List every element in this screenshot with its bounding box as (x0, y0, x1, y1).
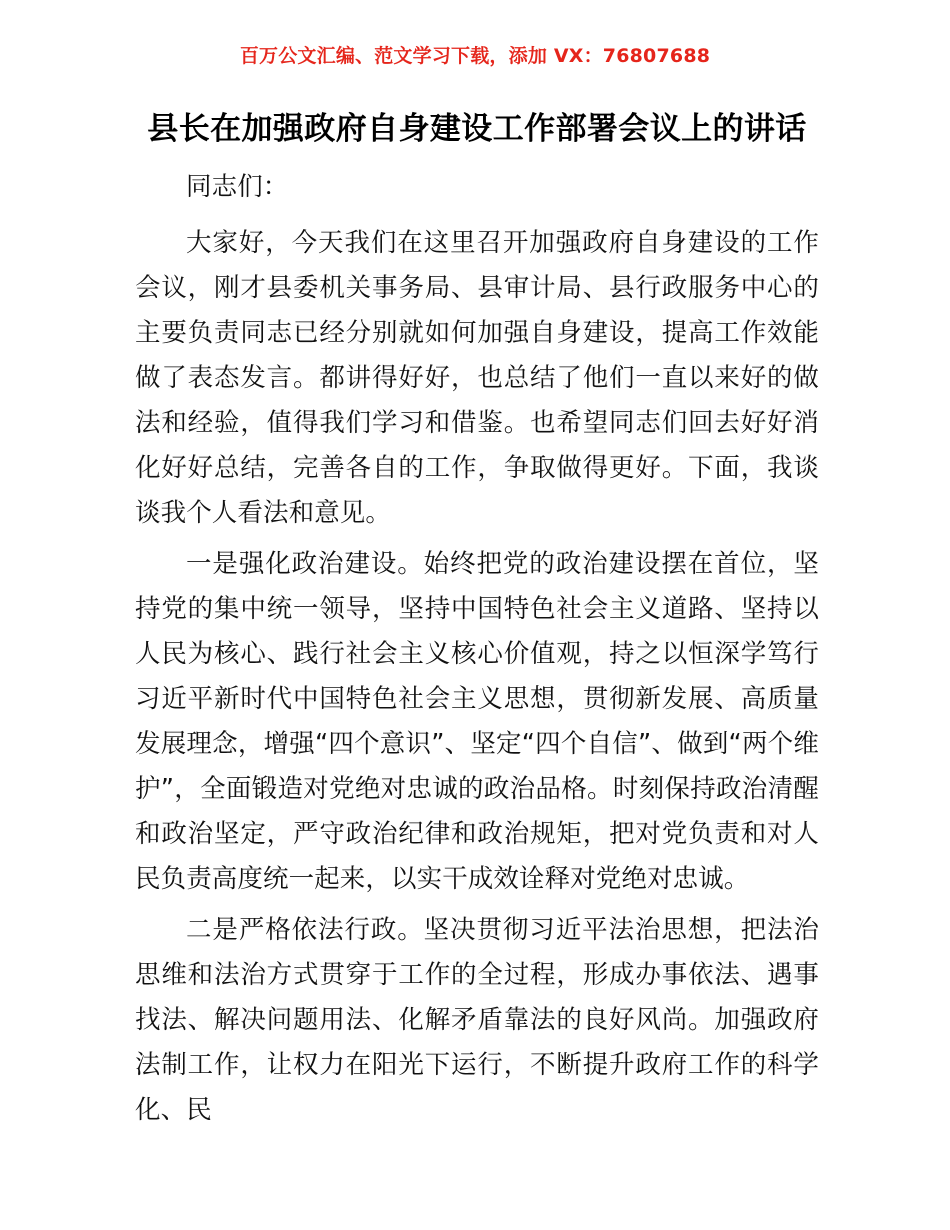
paragraph-point-one: 一是强化政治建设。始终把党的政治建设摆在首位，坚持党的集中统一领导，坚持中国特色社会主义道路、坚持以人民为核心、践行社会主义核心价值观，持之以恒深学笃行习近平新时代中国特色社会主义思想，贯彻新发展、高质量发展理念，增强“四个意识”、坚定“四个自信”、做到“两个维护”，全面锻造对党绝对忠诚的政治品格。时刻保持政治清醒和政治坚定，严守政治纪律和政治规矩，把对党负责和对人民负责高度统一起来，以实干成效诠释对党绝对忠诚。 (135, 548, 819, 894)
document-title: 县长在加强政府自身建设工作部署会议上的讲话 (147, 111, 807, 147)
paragraph-opening: 大家好，今天我们在这里召开加强政府自身建设的工作会议，刚才县委机关事务局、县审计局、县行政服务中心的主要负责同志已经分别就如何加强自身建设，提高工作效能做了表态发言。都讲得好好，也总结了他们一直以来好的做法和经验，值得我们学习和借鉴。也希望同志们回去好好消化好好总结，完善各自的工作，争取做得更好。下面，我谈谈我个人看法和意见。 (135, 227, 819, 528)
paragraph-point-two: 二是严格依法行政。坚决贯彻习近平法治思想，把法治思维和法治方式贯穿于工作的全过程，形成办事依法、遇事找法、解决问题用法、化解矛盾靠法的良好风尚。加强政府法制工作，让权力在阳光下运行，不断提升政府工作的科学化、民 (135, 914, 819, 1125)
promo-banner-text: 百万公文汇编、范文学习下载，添加 VX：76807688 (239, 45, 711, 67)
document-body (135, 108, 819, 1133)
paragraph-salutation: 同志们： (186, 171, 289, 202)
